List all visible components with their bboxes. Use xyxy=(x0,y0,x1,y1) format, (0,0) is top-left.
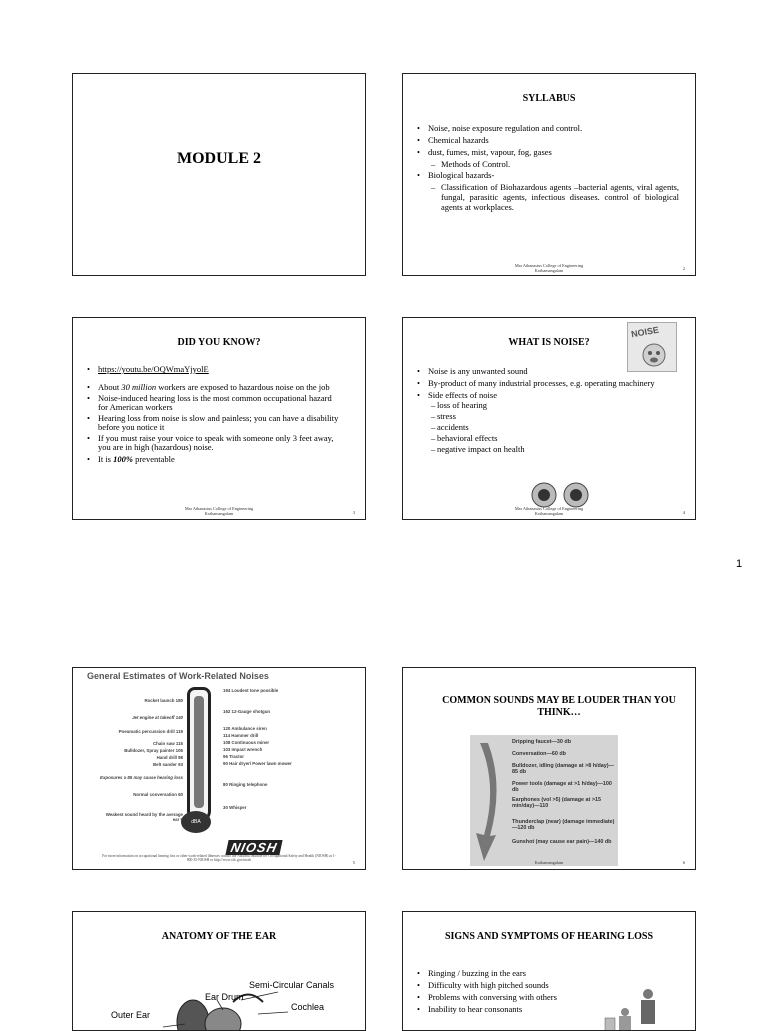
label-ear-drum: Ear Drum xyxy=(205,992,244,1002)
sound-rows: Dripping faucet—30 db Conversation—60 db Bulldozer, idling (damage at >8 h/day)—85 db Power tools (damage at >1 h/day)—100 db Earphones (vol >5) (damage at >15 min/day)—110 Thunderclap (near) (damage immediate)—120 db Gunshot (may cause ear pain)—140 db xyxy=(512,739,615,845)
slide-signs-symptoms xyxy=(402,911,696,1031)
slide-work-noise-estimates xyxy=(72,667,366,870)
signs-list xyxy=(417,968,615,1016)
list-subitem: – loss of hearing xyxy=(417,400,679,410)
niosh-logo: NIOSH xyxy=(225,840,282,855)
slide-number: 3 xyxy=(352,510,355,515)
list-item: • Chemical hazards xyxy=(417,135,679,145)
list-item: • dust, fumes, mist, vapour, fog, gases xyxy=(417,147,679,157)
list-subitem: – Methods of Control. xyxy=(417,159,679,169)
list-item: • Inability to hear consonants xyxy=(417,1004,615,1014)
list-item: • Difficulty with high pitched sounds xyxy=(417,980,615,990)
right-labels: 194 Loudest tone possible 162 12-Gauge shotgun 120 Ambulance siren 114 Hammer drill 108 Continuous miner 103 Impact wrench 96 Tractor 90 Hair dryer/ Power lawn mower 80 Ringing telephone 30 Whisper xyxy=(223,688,292,810)
noise-cartoon-label: NOISE xyxy=(630,324,660,340)
estimates-caption: For more information on occupational hearing loss or other work-related illnesses contact the National Institute for Occupational Safety and Health (NIOSH) at 1-800-35-NIOSH or http://www.cdc.gov/niosh xyxy=(102,854,336,862)
module-title: MODULE 2 xyxy=(177,150,261,167)
list-item: • Ringing / buzzing in the ears xyxy=(417,968,615,978)
list-subitem: – behavioral effects xyxy=(417,433,679,443)
sound-levels-image xyxy=(470,735,618,866)
list-item: • By-product of many industrial processes, e.g. operating machinery xyxy=(417,378,679,388)
slide-footer: Mar Athanasius College of Engineering Kothamangalam xyxy=(514,263,584,273)
page-number: 1 xyxy=(736,558,743,570)
slide-title: DID YOU KNOW? xyxy=(177,337,261,348)
label-outer-ear: Outer Ear xyxy=(111,1010,151,1020)
list-item: • Biological hazards- xyxy=(417,170,679,180)
slide-footer: Kothamangalam xyxy=(534,860,564,865)
left-labels: Rocket launch 180 Jet engine at takeoff 140 Pneumatic percussion drill 119 Chain saw 115 Bulldozer, Spray painter 105 Hand drill 98 Belt sander 93 Exposures ≥ 85 may cause hearing loss Normal conversation 60 Weakest sound heard by the average ear 0 xyxy=(100,698,183,822)
video-link[interactable]: https://youtu.be/OQWmaYjyolE xyxy=(98,364,209,374)
list-subitem: – Classification of Biohazardous agents –bacterial agents, viral agents, fungal, parasitic agents, infectious diseases. control of biological agents at workplaces. xyxy=(417,182,679,212)
slide-module xyxy=(72,73,366,276)
list-subitem: – stress xyxy=(417,411,679,421)
slide-syllabus xyxy=(402,73,696,276)
thermometer-image xyxy=(187,687,211,823)
people-talking-icon xyxy=(603,986,673,1031)
slide-number: 5 xyxy=(352,860,355,865)
slide-number: 4 xyxy=(682,510,685,515)
slide-title: SYLLABUS xyxy=(522,93,576,104)
did-you-know-list xyxy=(87,364,343,466)
slide-number: 2 xyxy=(682,266,685,271)
list-subitem: – negative impact on health xyxy=(417,444,679,454)
list-item xyxy=(87,364,343,374)
label-cochlea: Cochlea xyxy=(291,1002,325,1012)
noise-list xyxy=(417,366,679,455)
list-item: • About 30 million workers are exposed to hazardous noise on the job xyxy=(87,383,343,392)
list-item: • If you must raise your voice to speak with someone only 3 feet away, you are in high (hazardous) noise. xyxy=(87,434,343,452)
face-icon xyxy=(628,323,676,371)
list-item: • It is 100% preventable xyxy=(87,454,343,464)
list-subitem: – accidents xyxy=(417,422,679,432)
noise-cartoon-image xyxy=(627,322,677,372)
estimates-title: General Estimates of Work-Related Noises xyxy=(87,671,269,681)
list-item: • Noise, noise exposure regulation and control. xyxy=(417,123,679,133)
list-item: • Noise is any unwanted sound xyxy=(417,366,679,376)
list-item: • Side effects of noise xyxy=(417,390,679,400)
slide-anatomy xyxy=(72,911,366,1031)
syllabus-list xyxy=(417,123,679,213)
slide-number: 6 xyxy=(682,860,685,865)
list-item: • Problems with conversing with others xyxy=(417,992,615,1002)
slide-title: ANATOMY OF THE EAR xyxy=(161,931,277,942)
slide-footer: Mar Athanasius College of Engineering Kothamangalam xyxy=(514,506,584,516)
slide-did-you-know xyxy=(72,317,366,520)
list-item: • Hearing loss from noise is slow and painless; you can have a disability before you notice it xyxy=(87,414,343,432)
slide-title: WHAT IS NOISE? xyxy=(508,337,590,348)
slide-title: COMMON SOUNDS MAY BE LOUDER THAN YOU THINK… xyxy=(442,695,676,718)
slide-footer: Mar Athanasius College of Engineering Kothamangalam xyxy=(184,506,254,516)
list-item: • Noise-induced hearing loss is the most common occupational hazard for American workers xyxy=(87,394,343,412)
thermometer-bulb: dBA xyxy=(181,811,211,833)
slide-title: SIGNS AND SYMPTOMS OF HEARING LOSS xyxy=(444,931,654,942)
slide-what-is-noise xyxy=(402,317,696,520)
slide-common-sounds xyxy=(402,667,696,870)
label-semicircular-canals: Semi-Circular Canals xyxy=(249,980,335,990)
